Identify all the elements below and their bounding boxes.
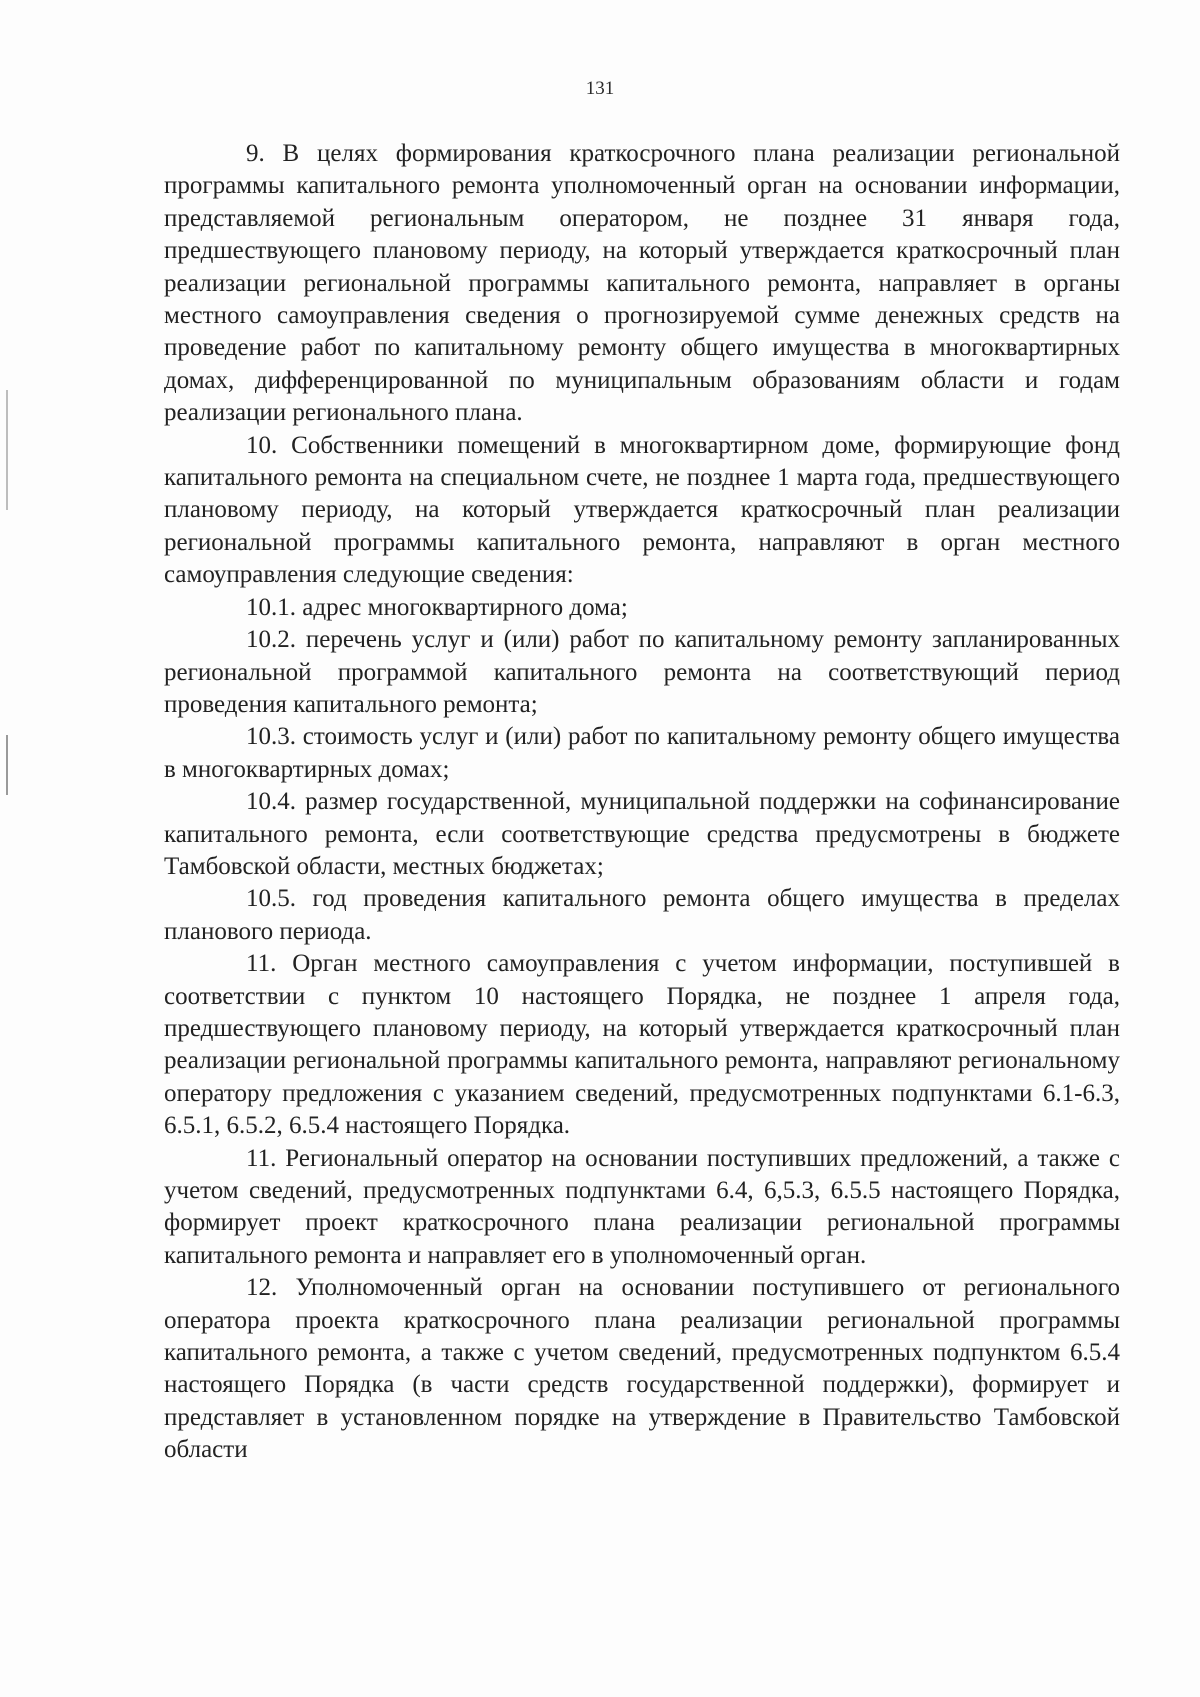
paragraph-11: 11. Орган местного самоуправления с учетом информации, поступившей в соответствии с пунктом 10 настоящего Порядка, не позднее 1 апреля года, предшествующего плановому периоду, на который утверждается краткосрочный план реализации региональной программы капитального ремонта, направляют региональному оператору предложения с указанием сведений, предусмотренных подпунктами 6.1-6.3, 6.5.1, 6.5.2, 6.5.4 настоящего Порядка. <box>164 950 1120 1140</box>
paragraph-11-regional-operator: 11. Региональный оператор на основании поступивших предложений, а также с учетом сведений, предусмотренных подпунктами 6.4, 6,5.3, 6.5.5 настоящего Порядка, формирует проект краткосрочного плана реализации региональной программы капитального ремонта и направляет его в уполномоченный орган. <box>164 1144 1120 1269</box>
paragraph-12: 12. Уполномоченный орган на основании поступившего от регионального оператора проекта краткосрочного плана реализации региональной программы капитального ремонта, а также с учетом сведений, предусмотренных подпунктом 6.5.4 настоящего Порядка (в части средств государственной поддержки), формирует и представляет в установленном порядке на утверждение в Правительство Тамбовской области <box>164 1274 1120 1464</box>
paragraph-10-1: 10.1. адрес многоквартирного дома; <box>246 593 628 621</box>
document-body <box>164 138 1120 1467</box>
paragraph-10-3: 10.3. стоимость услуг и (или) работ по капитальному ремонту общего имущества в многоквартирных домах; <box>164 723 1120 783</box>
scan-artifact <box>6 390 8 510</box>
page-number: 131 <box>585 78 615 99</box>
paragraph-9: 9. В целях формирования краткосрочного плана реализации региональной программы капитального ремонта уполномоченный орган на основании информации, представляемой региональным оператором, не позднее 31 января года, предшествующего плановому периоду, на который утверждается краткосрочный план реализации региональной программы капитального ремонта, направляет в органы местного самоуправления сведения о прогнозируемой сумме денежных средств на проведение работ по капитальному ремонту общего имущества в многоквартирных домах, дифференцированной по муниципальным образованиям области и годам реализации регионального плана. <box>164 140 1120 427</box>
paragraph-10: 10. Собственники помещений в многоквартирном доме, формирующие фонд капитального ремонта на специальном счете, не позднее 1 марта года, предшествующего плановому периоду, на который утверждается краткосрочный план реализации региональной программы капитального ремонта, направляют в орган местного самоуправления следующие сведения: <box>164 431 1120 589</box>
paragraph-10-5: 10.5. год проведения капитального ремонта общего имущества в пределах планового периода. <box>164 885 1120 945</box>
paragraph-10-4: 10.4. размер государственной, муниципальной поддержки на софинансирование капитального ремонта, если соответствующие средства предусмотрены в бюджете Тамбовской области, местных бюджетах; <box>164 788 1120 880</box>
scan-artifact <box>6 735 8 795</box>
paragraph-10-2: 10.2. перечень услуг и (или) работ по капитальному ремонту запланированных региональной программой капитального ремонта на соответствующий период проведения капитального ремонта; <box>164 626 1120 718</box>
